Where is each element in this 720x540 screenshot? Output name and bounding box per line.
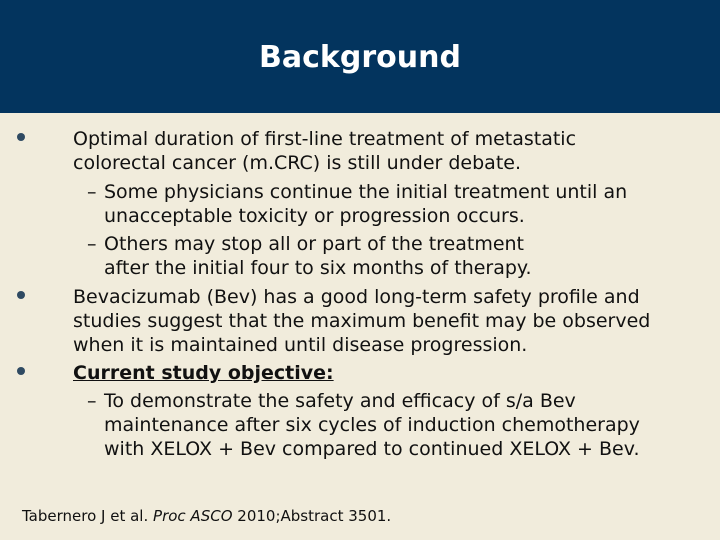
dash-icon: – (87, 233, 97, 255)
citation-journal: Proc ASCO (153, 507, 233, 525)
slide-title: Background (259, 40, 461, 75)
bullet-icon (17, 367, 25, 375)
bullet-1-line-1: Optimal duration of first-line treatment of metastatic (73, 128, 577, 150)
sub-1-1-line-1: Some physicians continue the initial treatment until an (104, 181, 628, 203)
citation-authors: Tabernero J et al. (22, 507, 149, 525)
sub-1-1-line-2: unacceptable toxicity or progression occurs. (104, 205, 525, 227)
bullet-2-line-3: when it is maintained until disease progression. (73, 334, 528, 356)
sub-3-1-line-3: with XELOX + Bev compared to continued XELOX + Bev. (104, 438, 640, 460)
sub-1-2-line-1: Others may stop all or part of the treatment (104, 233, 525, 255)
dash-icon: – (87, 390, 97, 412)
sub-1-2-line-2: after the initial four to six months of therapy. (104, 257, 532, 279)
citation (22, 506, 391, 526)
bullet-icon (17, 133, 25, 141)
bullet-2-line-2: studies suggest that the maximum benefit may be observed (73, 310, 651, 332)
citation-details: 2010;Abstract 3501. (237, 507, 392, 525)
sub-3-1-line-1: To demonstrate the safety and efficacy of s/a Bev (104, 390, 576, 412)
dash-icon: – (87, 181, 97, 203)
study-objective-heading: Current study objective: (73, 362, 334, 384)
sub-3-1-line-2: maintenance after six cycles of induction chemotherapy (104, 414, 640, 436)
bullet-2-line-1: Bevacizumab (Bev) has a good long-term safety profile and (73, 286, 640, 308)
bullet-icon (17, 291, 25, 299)
bullet-1-line-2: colorectal cancer (m.CRC) is still under debate. (73, 152, 521, 174)
